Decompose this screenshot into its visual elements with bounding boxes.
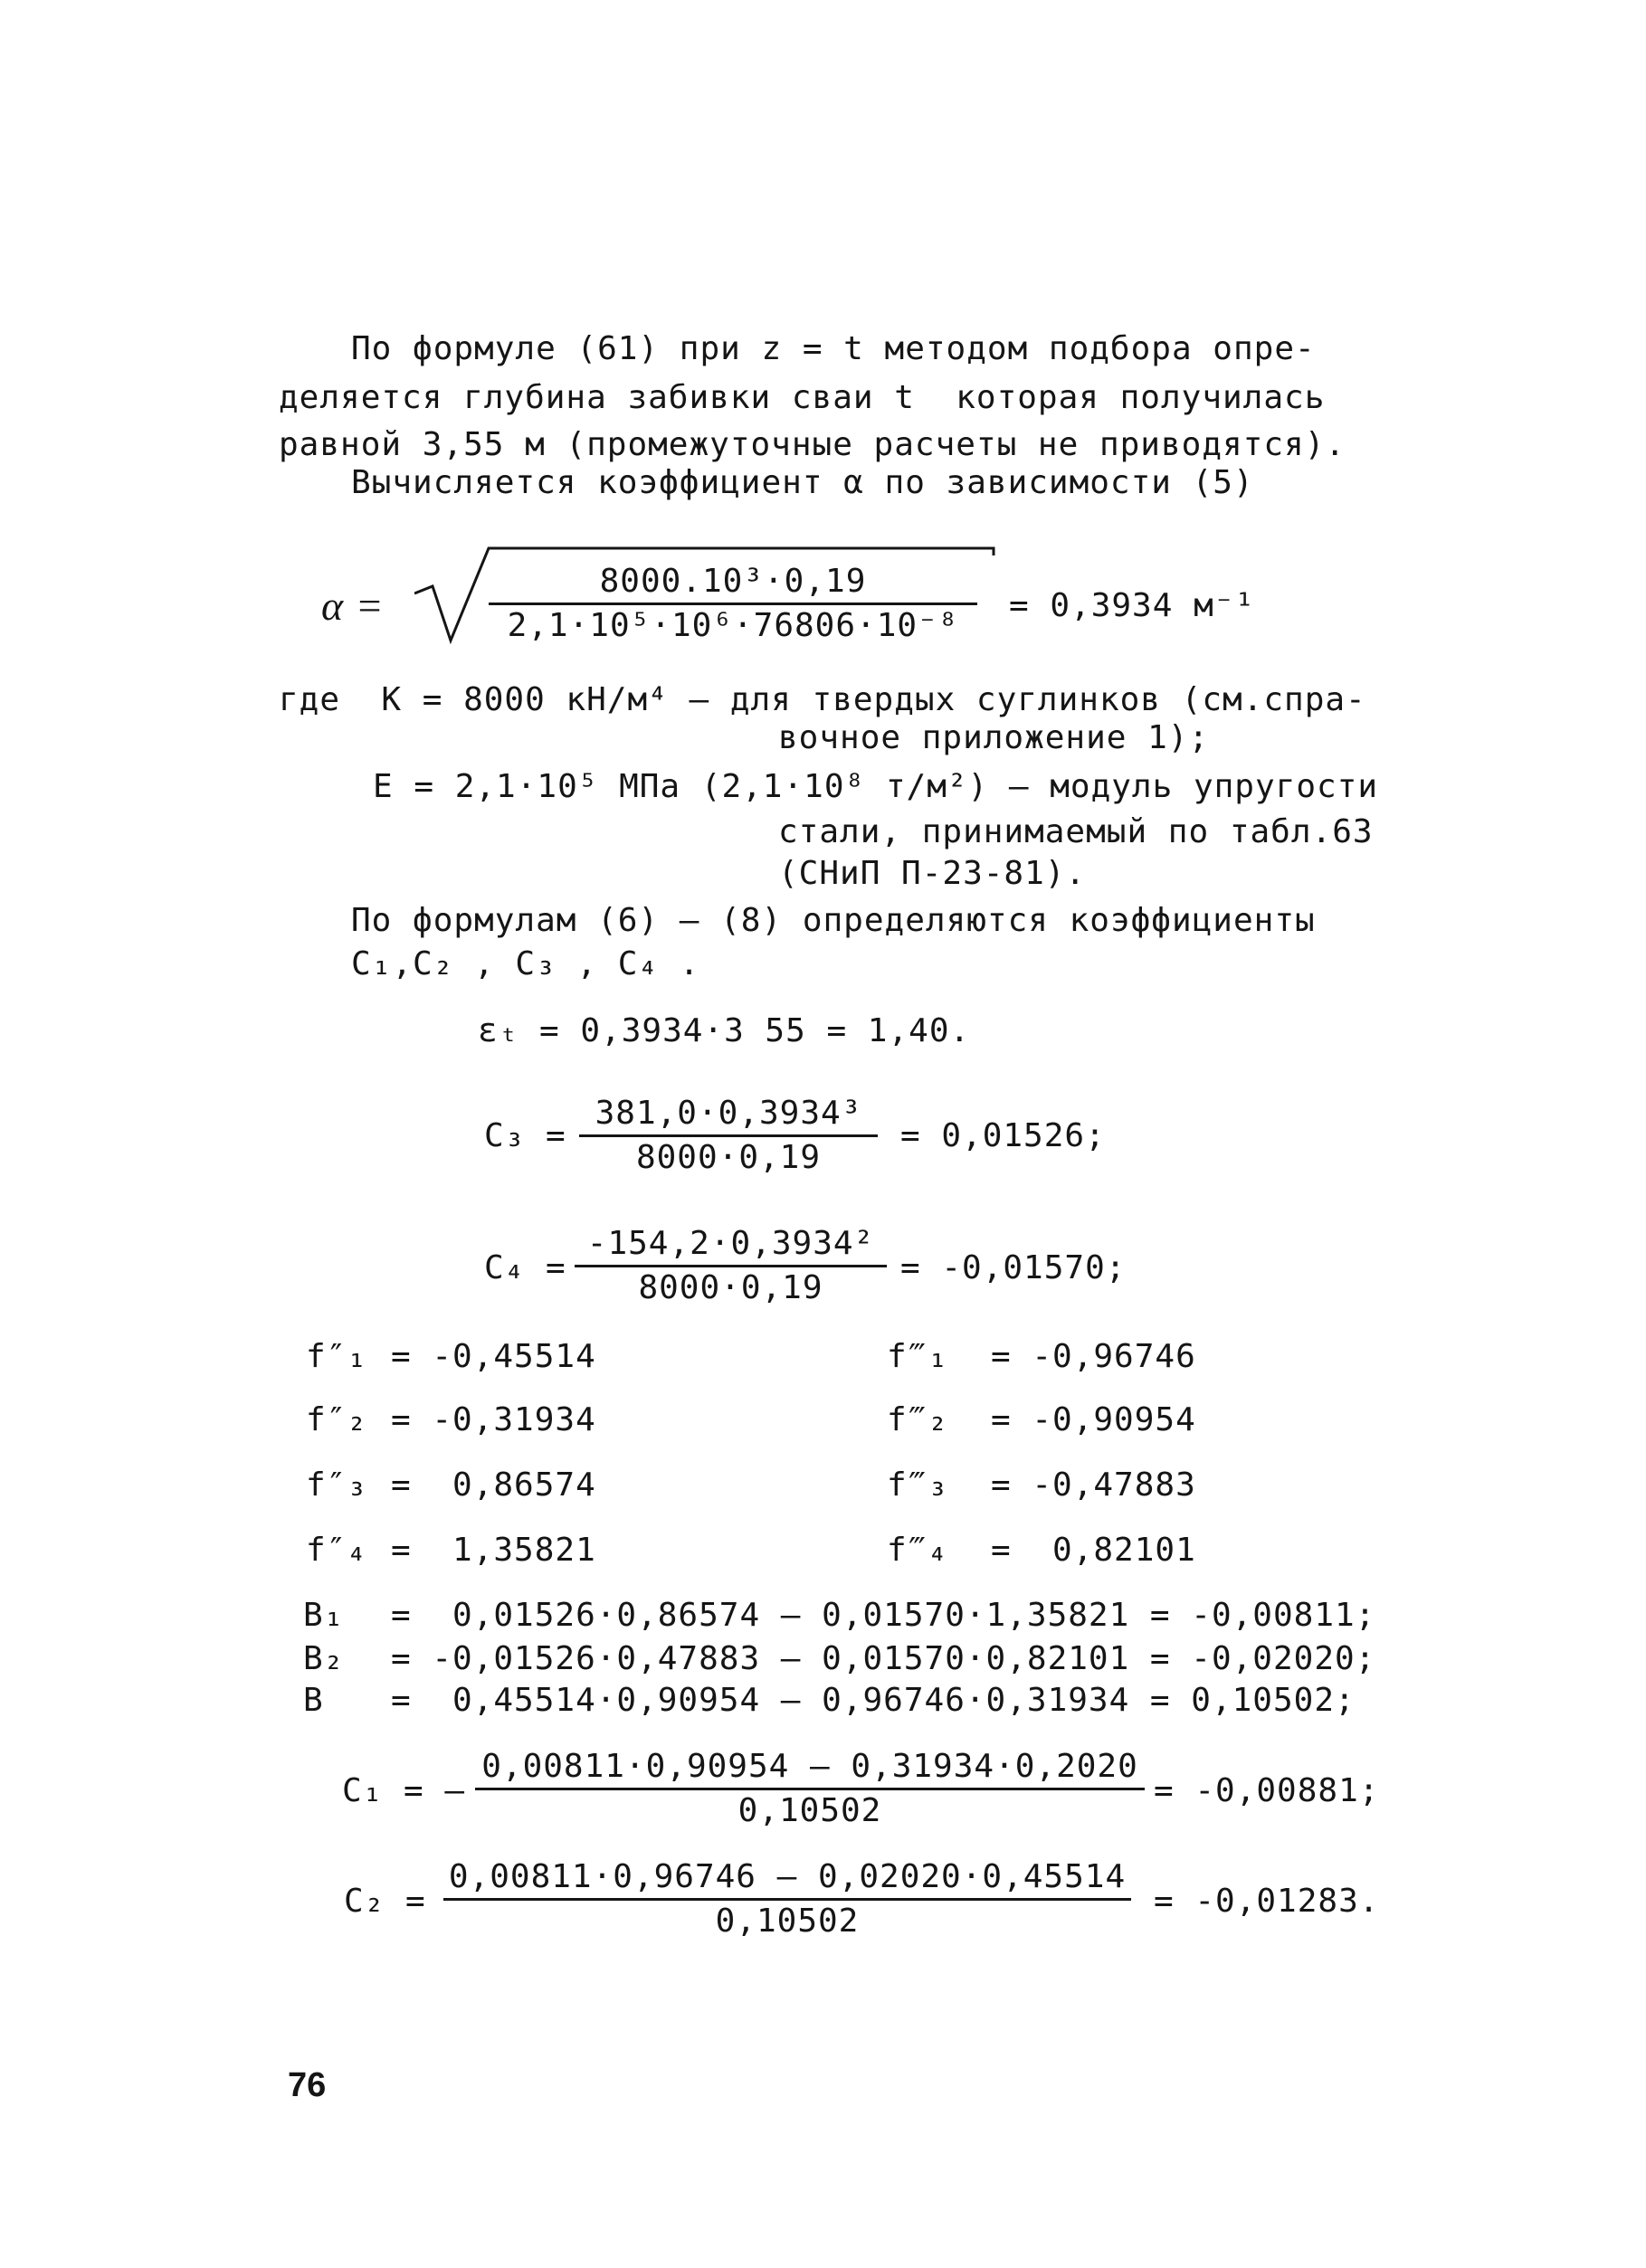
- c1-lhs: C₁ = –: [342, 1772, 466, 1809]
- c4-fraction: [575, 1223, 887, 1309]
- c2-fraction: [443, 1856, 1131, 1942]
- c2-result: = -0,01283.: [1154, 1883, 1380, 1920]
- c4-numerator: -154,2·0,3934²: [586, 1225, 875, 1262]
- b1-expr: = 0,01526·0,86574 – 0,01570·1,35821 = -0,00811;: [391, 1597, 1376, 1634]
- where-k: где К = 8000 кН/м⁴ – для твердых суглинков (см.спра-: [279, 681, 1366, 718]
- c4-denominator: 8000·0,19: [638, 1269, 823, 1306]
- b2-expr: = -0,01526·0,47883 – 0,01570·0,82101 = -0,02020;: [391, 1640, 1376, 1677]
- c3-denominator: 8000·0,19: [635, 1139, 822, 1176]
- f2-4-name: f″₄: [306, 1532, 368, 1569]
- f3-2-value: = -0,90954: [991, 1401, 1196, 1438]
- b2-name: B₂: [303, 1640, 345, 1677]
- c3-fraction: [579, 1093, 878, 1179]
- c2-lhs: C₂ =: [344, 1883, 426, 1920]
- b-expr: = 0,45514·0,90954 – 0,96746·0,31934 = 0,10502;: [391, 1682, 1356, 1719]
- f3-3-name: f‴₃: [887, 1466, 949, 1504]
- f3-1-value: = -0,96746: [991, 1338, 1196, 1375]
- b1-name: B₁: [303, 1597, 345, 1634]
- f2-1-name: f″₁: [306, 1338, 368, 1375]
- alpha-lhs: α =: [321, 583, 385, 629]
- c4-lhs: C₄ =: [484, 1249, 566, 1286]
- f2-3-name: f″₃: [306, 1466, 368, 1504]
- f2-3-value: = 0,86574: [391, 1466, 596, 1504]
- c1-fraction: [475, 1746, 1145, 1832]
- f3-4-name: f‴₄: [887, 1532, 949, 1569]
- where-e-cont-1: стали, принимаемый по табл.63: [778, 813, 1374, 850]
- c3-lhs: C₃ =: [484, 1117, 566, 1154]
- c3-result: = 0,01526;: [900, 1117, 1106, 1154]
- alpha-numerator: 8000.10³·0,19: [599, 563, 867, 600]
- alpha-result: = 0,3934 м⁻¹: [1009, 587, 1256, 624]
- page-number: 76: [288, 2066, 327, 2104]
- f3-1-name: f‴₁: [887, 1338, 949, 1375]
- f3-2-name: f‴₂: [887, 1401, 949, 1438]
- alpha-denominator: 2,1·10⁵·10⁶·76806·10⁻⁸: [507, 607, 959, 644]
- intro-line-2: деляется глубина забивки сваи t которая получилась: [279, 379, 1326, 416]
- c1-numerator: 0,00811·0,90954 – 0,31934·0,2020: [481, 1748, 1138, 1785]
- f2-2-name: f″₂: [306, 1401, 368, 1438]
- f2-2-value: = -0,31934: [391, 1401, 596, 1438]
- b-name: B: [303, 1682, 324, 1719]
- intro-line-1: По формуле (61) при z = t методом подбора опре-: [351, 330, 1316, 367]
- where-e-cont-2: (СНиП П-23-81).: [778, 855, 1087, 892]
- c4-result: = -0,01570;: [900, 1249, 1127, 1286]
- f3-4-value: = 0,82101: [991, 1532, 1196, 1569]
- alpha-fraction: [489, 561, 977, 647]
- f3-3-value: = -0,47883: [991, 1466, 1196, 1504]
- c3-numerator: 381,0·0,3934³: [595, 1095, 862, 1132]
- c1-result: = -0,00881;: [1154, 1772, 1380, 1809]
- coef-line-1: По формулам (6) – (8) определяются коэффициенты: [351, 902, 1316, 939]
- intro-line-3: равной 3,55 м (промежуточные расчеты не приводятся).: [279, 426, 1346, 463]
- c1-denominator: 0,10502: [737, 1792, 882, 1829]
- where-k-cont: вочное приложение 1);: [778, 719, 1210, 756]
- coef-line-2: C₁,C₂ , C₃ , C₄ .: [351, 945, 700, 982]
- epsilon-line: εₜ = 0,3934·3 55 = 1,40.: [478, 1012, 971, 1049]
- where-e: E = 2,1·10⁵ МПа (2,1·10⁸ т/м²) – модуль упругости: [373, 768, 1379, 805]
- f2-4-value: = 1,35821: [391, 1532, 596, 1569]
- c2-denominator: 0,10502: [715, 1903, 860, 1940]
- f2-1-value: = -0,45514: [391, 1338, 596, 1375]
- c2-numerator: 0,00811·0,96746 – 0,02020·0,45514: [448, 1858, 1127, 1895]
- intro-line-4: Вычисляется коэффициент α по зависимости (5): [351, 464, 1254, 501]
